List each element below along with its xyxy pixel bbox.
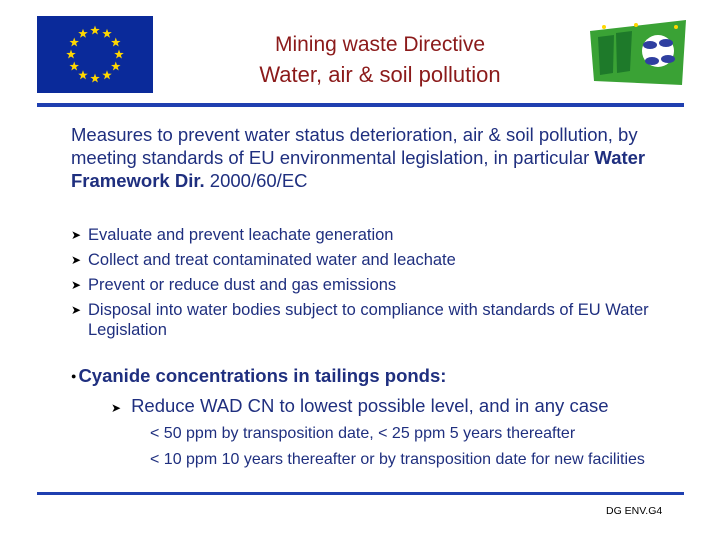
intro-bold: Water Framework Dir. — [71, 147, 646, 191]
cyanide-sub-item — [111, 395, 691, 417]
list-item-text: Collect and treat contaminated water and leachate — [88, 251, 456, 269]
cyanide-sub-text: Reduce WAD CN to lowest possible level, and in any case — [131, 395, 609, 416]
intro-paragraph — [71, 123, 681, 192]
flag-star-icon — [114, 50, 124, 59]
cyanide-section — [71, 365, 691, 387]
list-item — [71, 300, 671, 340]
dot-bullet-icon: ● — [71, 371, 77, 381]
flag-star-icon — [78, 70, 88, 79]
flag-star-icon — [69, 62, 79, 71]
cyanide-limit-2: < 10 ppm 10 years thereafter or by transposition date for new facilities — [150, 451, 645, 468]
cyanide-heading: Cyanide concentrations in tailings ponds: — [78, 365, 447, 386]
arrow-bullet-icon: ➤ — [71, 278, 82, 292]
list-item — [71, 225, 671, 245]
arrow-bullet-icon: ➤ — [111, 401, 122, 415]
eu-flag-logo — [37, 16, 153, 93]
flag-star-icon — [102, 29, 112, 38]
flag-star-icon — [90, 26, 100, 35]
flag-star-icon — [111, 38, 121, 47]
top-divider — [37, 103, 684, 107]
cyanide-limit-1: < 50 ppm by transposition date, < 25 ppm 5 years thereafter — [150, 425, 576, 442]
list-item — [71, 250, 671, 270]
arrow-bullet-icon: ➤ — [71, 253, 82, 267]
intro-text: Measures to prevent water status deterioration, air & soil pollution, by meeting standards of EU environmental legislation, in particular — [71, 124, 638, 168]
flag-star-icon — [102, 70, 112, 79]
flag-star-icon — [78, 29, 88, 38]
arrow-bullet-icon: ➤ — [71, 303, 82, 317]
flag-star-icon — [69, 38, 79, 47]
list-item-text: Disposal into water bodies subject to compliance with standards of EU Water Legislation — [88, 301, 649, 339]
list-item — [71, 275, 671, 295]
bottom-divider — [37, 492, 684, 495]
measures-list — [71, 225, 671, 345]
footer-label: DG ENV.G4 — [606, 505, 663, 517]
list-item-text: Prevent or reduce dust and gas emissions — [88, 276, 397, 294]
list-item-text: Evaluate and prevent leachate generation — [88, 226, 394, 244]
flag-star-icon — [111, 62, 121, 71]
slide-title: Mining waste Directive — [274, 33, 486, 56]
flag-star-icon — [90, 74, 100, 83]
environment-logo — [586, 15, 690, 89]
intro-text-end: 2000/60/EC — [204, 170, 308, 191]
flag-star-icon — [66, 50, 76, 59]
arrow-bullet-icon: ➤ — [71, 228, 82, 242]
slide-subtitle: Water, air & soil pollution — [259, 62, 501, 87]
